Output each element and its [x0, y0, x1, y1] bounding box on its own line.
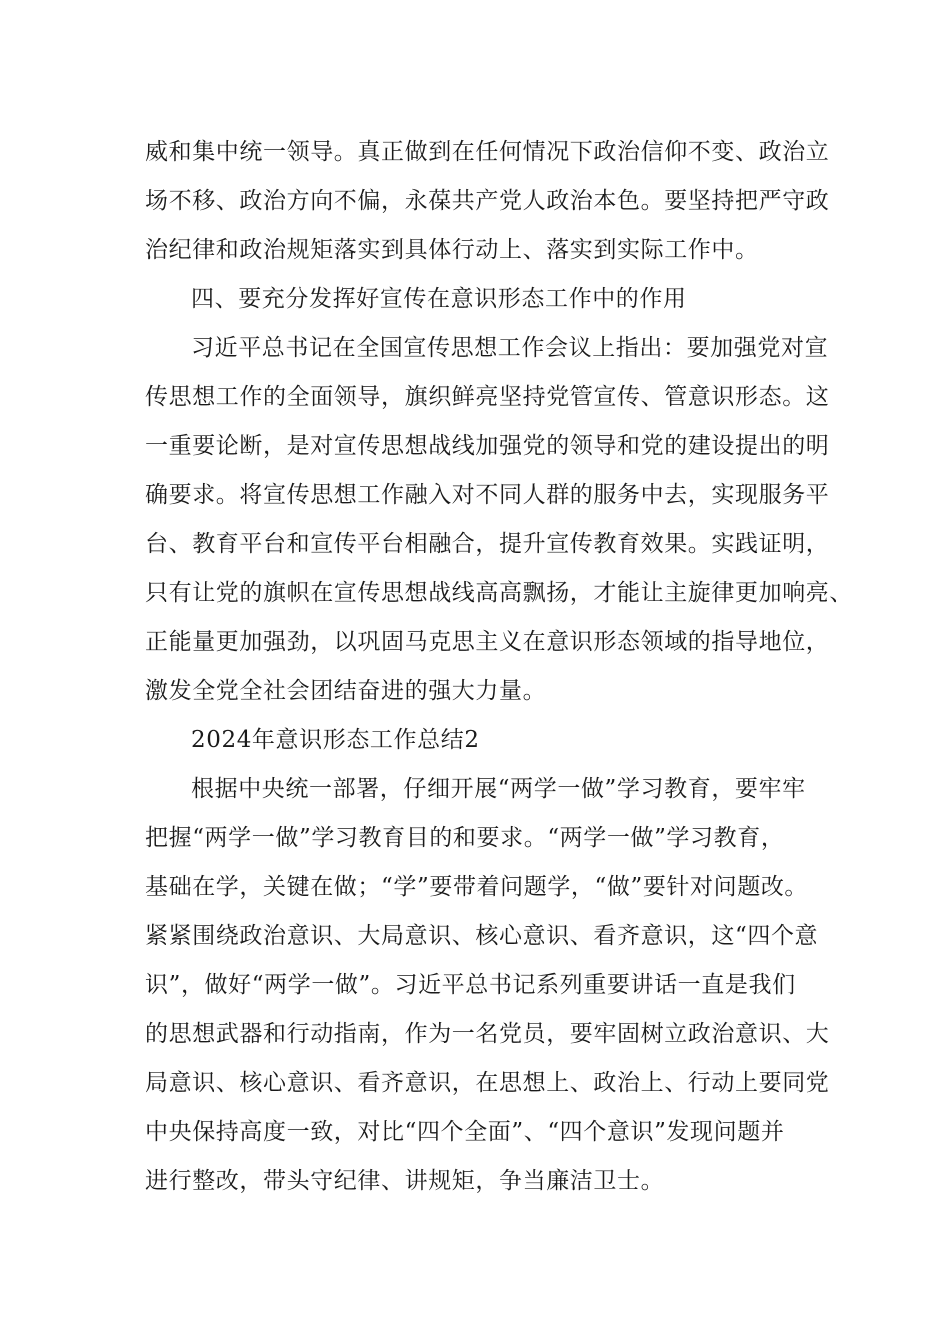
text-line: 确要求。将宣传思想工作融入对不同人群的服务中去，实现服务平 — [145, 482, 830, 508]
text-line: 习近平总书记在全国宣传思想工作会议上指出：要加强党对宣 — [191, 335, 829, 361]
text-line: 的思想武器和行动指南，作为一名党员，要牢固树立政治意识、大 — [145, 1021, 830, 1047]
text-line: 正能量更加强劲，以巩固马克思主义在意识形态领域的指导地位， — [145, 629, 830, 655]
text-line: 局意识、核心意识、看齐意识，在思想上、政治上、行动上要同党 — [145, 1070, 830, 1096]
section-heading: 四、要充分发挥好宣传在意识形态工作中的作用 — [191, 286, 687, 312]
document-subtitle: 2024年意识形态工作总结2 — [191, 727, 480, 753]
text-line: 一重要论断，是对宣传思想战线加强党的领导和党的建设提出的明 — [145, 433, 830, 459]
text-line: 只有让党的旗帜在宣传思想战线高高飘扬，才能让主旋律更加响亮、 — [145, 580, 853, 606]
text-line: 紧紧围绕政治意识、大局意识、核心意识、看齐意识，这“四个意 — [145, 923, 819, 949]
text-line: 进行整改，带头守纪律、讲规矩，争当廉洁卫士。 — [145, 1168, 665, 1194]
text-line: 场不移、政治方向不偏，永葆共产党人政治本色。要坚持把严守政 — [145, 188, 830, 214]
text-line: 把握“两学一做”学习教育目的和要求。“两学一做”学习教育， — [145, 825, 785, 851]
text-line: 威和集中统一领导。真正做到在任何情况下政治信仰不变、政治立 — [145, 139, 830, 165]
text-line: 台、教育平台和宣传平台相融合，提升宣传教育效果。实践证明， — [145, 531, 830, 557]
text-line: 中央保持高度一致，对比“四个全面”、“四个意识”发现问题并 — [145, 1119, 785, 1145]
text-line: 治纪律和政治规矩落实到具体行动上、落实到实际工作中。 — [145, 237, 759, 263]
document-body — [145, 128, 853, 1206]
text-line: 传思想工作的全面领导，旗织鲜亮坚持党管宣传、管意识形态。这 — [145, 384, 830, 410]
text-line: 激发全党全社会团结奋进的强大力量。 — [145, 678, 547, 704]
text-line: 根据中央统一部署，仔细开展“两学一做”学习教育，要牢牢 — [191, 776, 806, 802]
text-line: 识”，做好“两学一做”。习近平总书记系列重要讲话一直是我们 — [145, 972, 796, 998]
text-line: 基础在学，关键在做；“学”要带着问题学，“做”要针对问题改。 — [145, 874, 809, 900]
